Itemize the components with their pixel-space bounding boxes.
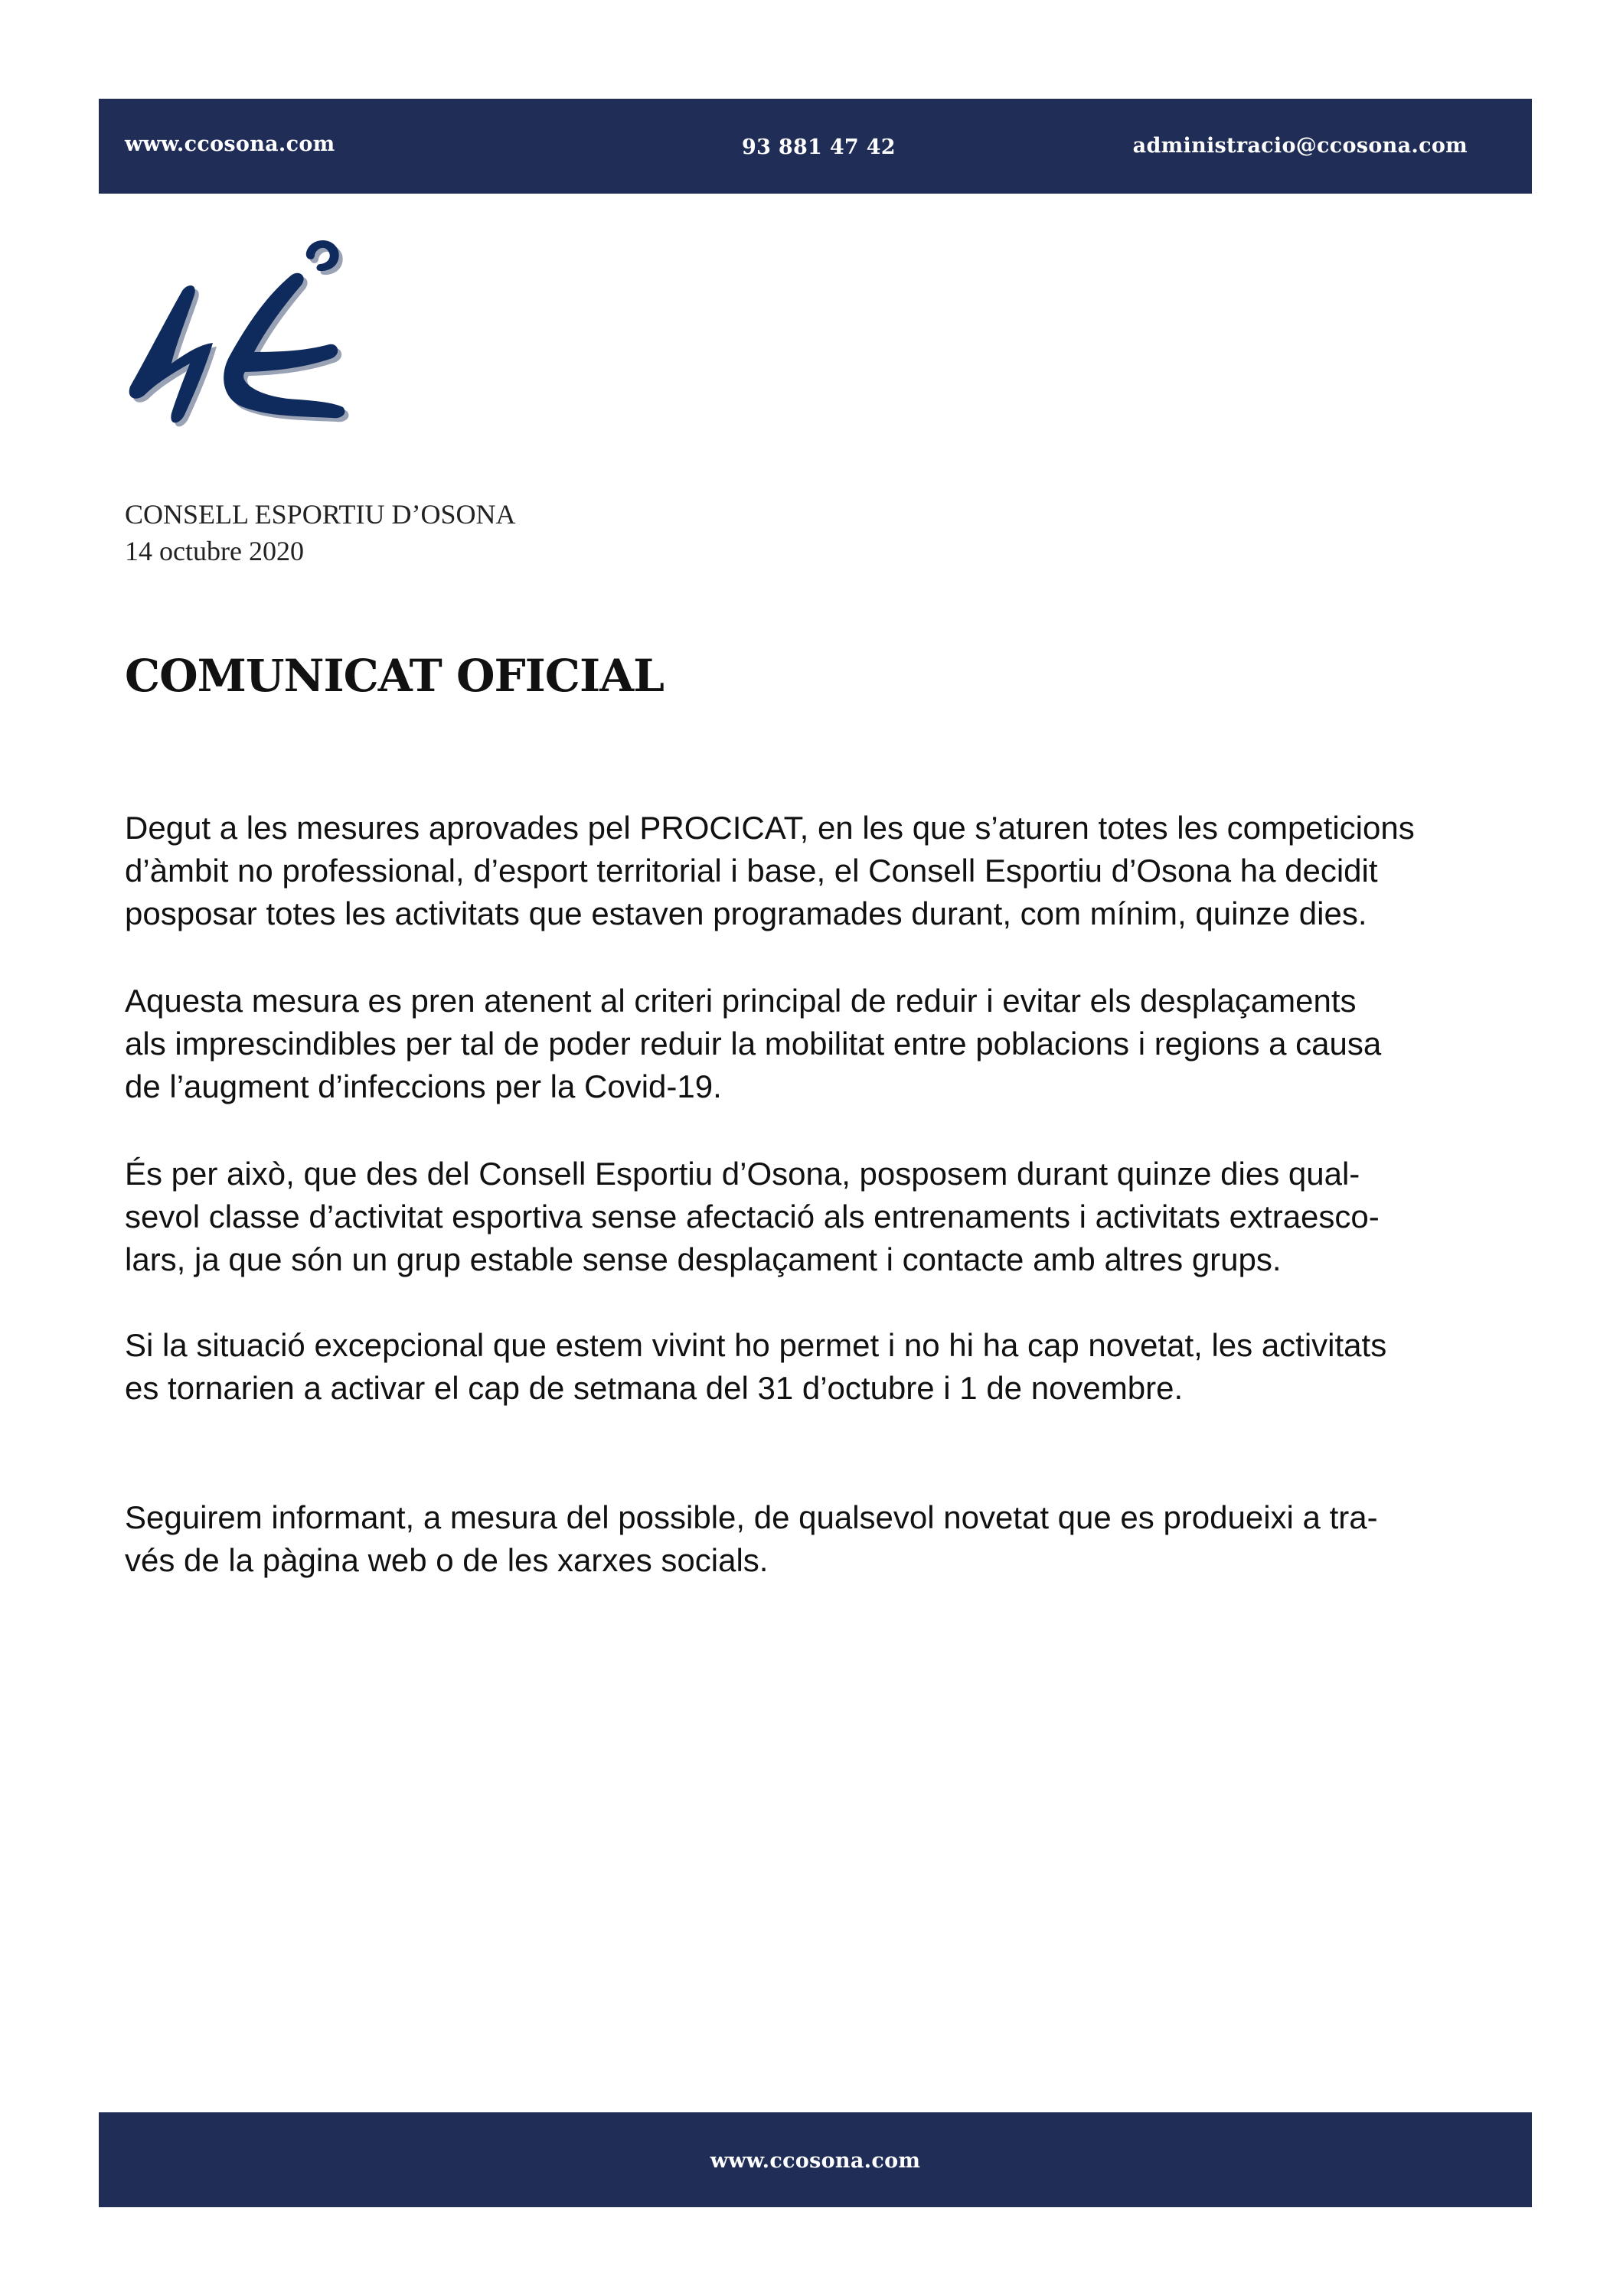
body-paragraph-1: Degut a les mesures aprovades pel PROCICAT, en les que s’aturen totes les competicions d’àmbit no professional, d’esport territorial i base, el Consell Esportiu d’Osona ha decidit posposar totes les activitats que estaven programades durant, com mínim, quinze dies. [125, 810, 1415, 931]
body-paragraph-4: Si la situació excepcional que estem vivint ho permet i no hi ha cap novetat, les activitats es tornarien a activar el cap de setmana del 31 d’octubre i 1 de novembre. [125, 1327, 1387, 1406]
header-email-link[interactable]: administracio@ccosona.com [1132, 134, 1468, 158]
footer-bar [99, 2112, 1532, 2207]
organization-name: CONSELL ESPORTIU D’OSONA [125, 499, 516, 530]
document-date: 14 octubre 2020 [125, 536, 304, 566]
body-paragraph-3: És per això, que des del Consell Esportiu d’Osona, posposem durant quinze dies qual- sevol classe d’activitat esportiva sense afectació als entrenaments i activitats extraesco- lars, ja que són un grup estable sense desplaçament i contacte amb altres grups. [125, 1156, 1380, 1277]
header-phone: 93 881 47 42 [742, 135, 896, 159]
footer-website-link[interactable]: www.ccosona.com [710, 2149, 921, 2173]
header-website-link[interactable]: www.ccosona.com [125, 132, 335, 156]
body-paragraph-2: Aquesta mesura es pren atenent al criteri principal de reduir i evitar els desplaçaments als imprescindibles per tal de poder reduir la mobilitat entre poblacions i regions a causa de l’augment d’infeccions per la Covid-19. [125, 983, 1382, 1104]
header-bar [99, 99, 1532, 194]
body-paragraph-5: Seguirem informant, a mesura del possible, de qualsevol novetat que es produeixi a tra- vés de la pàgina web o de les xarxes socials. [125, 1499, 1378, 1578]
ceo-brush-logo-icon [115, 230, 352, 440]
page-title: COMUNICAT OFICIAL [125, 650, 664, 702]
organization-block [125, 496, 516, 569]
